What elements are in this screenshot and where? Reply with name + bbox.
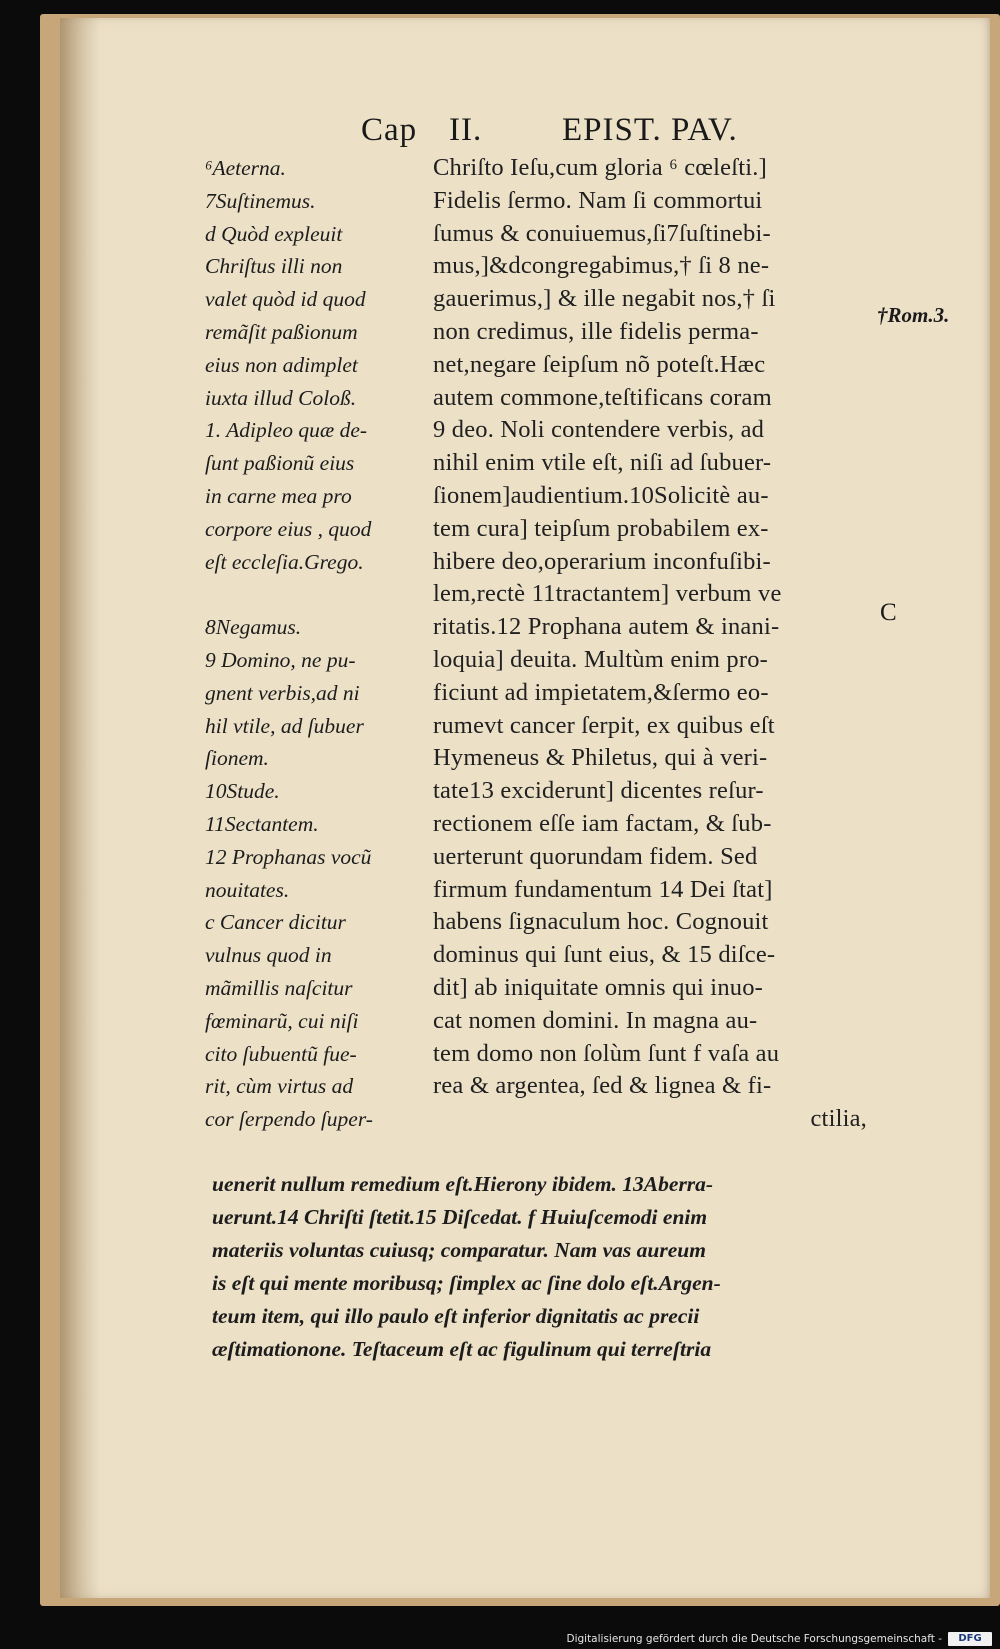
gloss-line: eſt eccleſia.Grego. xyxy=(205,549,364,574)
main-text-line: tem domo non ſolùm ſunt f vaſa au xyxy=(433,1039,780,1067)
gloss-line: valet quòd id quod xyxy=(205,287,366,312)
main-text-line: autem commone,teſtificans coram xyxy=(433,383,772,411)
main-text-line: gauerimus,] & ille negabit nos,† ſi xyxy=(433,285,776,313)
main-text-line: dominus qui ſunt eius, & 15 diſce- xyxy=(433,941,776,969)
main-text-line: loquia] deuita. Multùm enim pro- xyxy=(433,645,769,673)
gloss-line: 11Sectantem. xyxy=(205,811,319,836)
footnote-line: is eſt qui mente moribusq; ſimplex ac ſine dolo eſt.Argen- xyxy=(212,1271,721,1295)
gloss-line: gnent verbis,ad ni xyxy=(205,680,360,705)
gloss-line: in carne mea pro xyxy=(205,483,352,508)
gloss-line: 10Stude. xyxy=(205,779,280,804)
main-text-line: rectionem eſſe iam factam, & ſub- xyxy=(433,809,772,837)
footnote-line: uerunt.14 Chriſti ſtetit.15 Diſcedat. f Huiuſcemodi enim xyxy=(212,1205,708,1229)
main-text-line: uerterunt quorundam fidem. Sed xyxy=(433,842,758,870)
main-text-line: mus,]&dcongregabimus,† ſi 8 ne- xyxy=(433,252,770,280)
gloss-line: c Cancer dicitur xyxy=(205,910,346,935)
gloss-line: ⁶Aeterna. xyxy=(205,156,286,180)
gloss-line: iuxta illud Coloß. xyxy=(205,385,357,410)
spine-shadow xyxy=(60,18,100,1598)
footnote-line: teum item, qui illo paulo eſt inferior dignitatis ac precii xyxy=(212,1304,700,1328)
gloss-line: 9 Domino, ne pu- xyxy=(205,647,356,672)
main-text-column xyxy=(433,152,873,1136)
gloss-line: ſionem. xyxy=(205,746,269,771)
main-text-line: nihil enim vtile eſt, niſi ad ſubuer- xyxy=(433,449,772,477)
main-text-line: rumevt cancer ſerpit, ex quibus eſt xyxy=(433,711,775,739)
footnote-line: æſtimationone. Teſtaceum eſt ac figulinum qui terreſtria xyxy=(212,1337,712,1361)
main-text-line: ſionem]audientium.10Solicitè au- xyxy=(433,481,769,509)
main-text-line: ficiunt ad impietatem,&ſermo eo- xyxy=(433,678,769,706)
header-cap: Cap xyxy=(361,112,418,148)
margin-section-letter: C xyxy=(880,599,897,626)
main-text-line: hibere deo,operarium inconfuſibi- xyxy=(433,547,771,575)
main-text-line: rea & argentea, ſed & lignea & fi- xyxy=(433,1072,772,1100)
gloss-line: 1. Adipleo quæ de- xyxy=(205,418,368,443)
gloss-line: rit, cùm virtus ad xyxy=(205,1074,354,1099)
marginal-gloss xyxy=(205,152,430,1136)
gloss-line: cor ſerpendo ſuper- xyxy=(205,1107,373,1132)
main-text-line: non credimus, ille fidelis perma- xyxy=(433,317,759,345)
gloss-line: 12 Prophanas vocũ xyxy=(205,844,372,869)
main-text-line: tem cura] teipſum probabilem ex- xyxy=(433,514,769,542)
main-text-line: tate13 exciderunt] dicentes reſur- xyxy=(433,777,764,805)
gloss-line: 7Suſtinemus. xyxy=(205,188,316,213)
gloss-line: ſunt paßionũ eius xyxy=(205,451,355,476)
gloss-line: corpore eius , quod xyxy=(205,516,372,541)
gloss-line: remãſit paßionum xyxy=(205,319,358,344)
margin-cross-reference: †Rom.3. xyxy=(877,303,950,327)
header-running-title: EPIST. PAV. xyxy=(562,112,738,148)
main-text-line: firmum fundamentum 14 Dei ſtat] xyxy=(433,875,773,903)
main-text-line: Fidelis ſermo. Nam ſi commortui xyxy=(433,186,763,214)
main-text-line: net,negare ſeipſum nõ poteſt.Hæc xyxy=(433,350,766,378)
footnote-block xyxy=(212,1168,892,1366)
dfg-logo: DFG xyxy=(948,1632,992,1646)
digitization-credit: Digitalisierung gefördert durch die Deutsche Forschungsgemeinschaft - xyxy=(566,1633,942,1645)
header-chapter-number: II. xyxy=(449,112,483,148)
main-text-line: lem,rectè 11tractantem] verbum ve xyxy=(433,580,782,608)
gloss-line: Chriſtus illi non xyxy=(205,254,343,279)
main-text-line: ſumus & conuiuemus,ſi7ſuſtinebi- xyxy=(433,219,771,247)
gloss-line: mãmillis naſcitur xyxy=(205,975,353,1000)
main-text-line: Chriſto Ieſu,cum gloria ⁶ cœleſti.] xyxy=(433,154,767,181)
gloss-line xyxy=(205,578,430,611)
main-text-line: Hymeneus & Philetus, qui à veri- xyxy=(433,744,768,772)
main-text-line: 9 deo. Noli contendere verbis, ad xyxy=(433,416,765,444)
gloss-line: 8Negamus. xyxy=(205,615,302,640)
gloss-line: d Quòd expleuit xyxy=(205,221,343,246)
main-text-line: ctilia, xyxy=(810,1105,867,1133)
footnote-line: materiis voluntas cuiusq; comparatur. Nam vas aureum xyxy=(212,1238,706,1262)
main-text-line: dit] ab iniquitate omnis qui inuo- xyxy=(433,973,764,1001)
gloss-line: eius non adimplet xyxy=(205,352,358,377)
main-text-line: cat nomen domini. In magna au- xyxy=(433,1006,758,1034)
main-text-line: habens ſignaculum hoc. Cognouit xyxy=(433,908,769,936)
gloss-line: fœminarũ, cui niſi xyxy=(205,1008,359,1033)
gloss-line: vulnus quod in xyxy=(205,943,332,968)
footnote-line: uenerit nullum remedium eſt.Hierony ibidem. 13Aberra- xyxy=(212,1172,714,1196)
gloss-line: nouitates. xyxy=(205,877,290,902)
gloss-line: hil vtile, ad ſubuer xyxy=(205,713,364,738)
gloss-line: cito ſubuentũ fue- xyxy=(205,1041,357,1066)
main-text-line: ritatis.12 Prophana autem & inani- xyxy=(433,613,780,641)
